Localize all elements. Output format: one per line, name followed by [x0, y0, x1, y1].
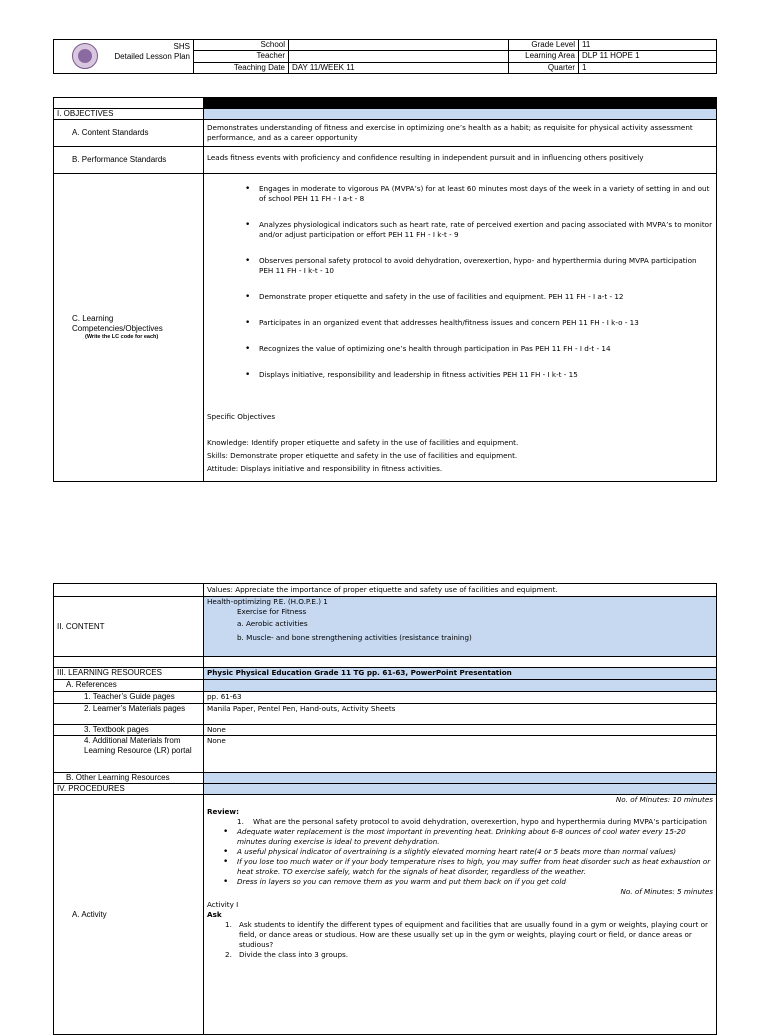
performance-standards-label: B. Performance Standards: [54, 147, 204, 174]
content-line-2: Exercise for Fitness: [237, 607, 307, 616]
competency-item: • Participates in an organized event that addresses health/fitness issues and concern PEH 11 FH - I k-o - 13: [259, 318, 713, 328]
am-label: 4. Additional Materials from Learning Resource (LR) portal: [54, 736, 204, 773]
skills-text: Demonstrate proper etiquette and safety in the use of facilities and equipment.: [227, 451, 518, 460]
minutes-5: No. of Minutes: 5 minutes: [620, 887, 713, 896]
tg-value: pp. 61-63: [204, 692, 717, 704]
procedures-label: IV. PROCEDURES: [54, 784, 204, 795]
values-label: Values:: [207, 585, 233, 594]
content-standards-label: A. Content Standards: [54, 120, 204, 147]
attitude-line: [207, 464, 713, 474]
spacer-right: [204, 657, 717, 668]
competencies-label: C. Learning Competencies/Objectives: [72, 314, 163, 333]
competencies-cell: [54, 174, 204, 482]
values-line: [204, 584, 717, 597]
other-resources-fill: [204, 773, 717, 784]
procedures-fill: [204, 784, 717, 795]
review-question-number: 1.: [237, 817, 244, 826]
review-points: [207, 827, 713, 887]
step-item: [207, 920, 713, 950]
lm-value: Manila Paper, Pentel Pen, Hand-outs, Activity Sheets: [204, 704, 717, 725]
step-text: Divide the class into 3 groups.: [239, 950, 349, 959]
content-line-3: a. Aerobic activities: [237, 619, 308, 628]
review-heading: Review:: [207, 807, 239, 816]
competency-item: • Engages in moderate to vigorous PA (MVPA’s) for at least 60 minutes most days of the week in a variety of setting in and out of school PEH 11 FH - I a-t - 8: [259, 184, 713, 204]
competency-item: • Displays initiative, responsibility and leadership in fitness activities PEH 11 FH - I k-t - 15: [259, 370, 713, 380]
am-value: None: [204, 736, 717, 773]
content-standards-text: Demonstrates understanding of fitness and exercise in optimizing one’s health as a habit; as requisite for physical activity assessment performance, and as a career opportunity: [204, 120, 717, 147]
quarter-value: 1: [579, 62, 717, 73]
shs-label: SHS: [173, 42, 190, 51]
step-number: 2.: [225, 950, 232, 959]
tb-value: None: [204, 725, 717, 736]
header-title: [114, 42, 190, 62]
objectives-table: [53, 97, 717, 482]
plan-title: Detailed Lesson Plan: [114, 52, 190, 61]
activity-label: A. Activity: [54, 795, 204, 1035]
area-value: DLP 11 HOPE 1: [579, 51, 717, 62]
skills-label: Skills:: [207, 451, 228, 460]
quarter-label: Quarter: [509, 62, 579, 73]
objectives-heading: I. OBJECTIVES: [54, 109, 204, 120]
grade-value: 11: [579, 40, 717, 51]
content-line-1: Health-optimizing P.E. (H.O.P.E.) 1: [207, 597, 328, 606]
review-point: • Dress in layers so you can remove them as you warm and put them back on if you get cold: [237, 877, 713, 887]
competency-item: • Analyzes physiological indicators such as heart rate, rate of perceived exertion and pacing associated with MVPA’s to monitor and/or adjust participation or effort PEH 11 FH - I k-t - 9: [259, 220, 713, 240]
attitude-label: Attitude:: [207, 464, 239, 473]
school-label: School: [194, 40, 289, 51]
step-text: Ask students to identify the different types of equipment and facilities that are usually found in a gym or weights, playing court or field, or dance areas or studious. How are these usually set up in the gym or weights, playing court or field, or dance areas or studious?: [239, 920, 708, 949]
skills-line: [207, 451, 713, 461]
review-question-text: What are the personal safety protocol to avoid dehydration, overexertion, hypo and hyperthermia during MVPA’s participation: [253, 817, 707, 826]
header-logo-cell: [54, 40, 194, 74]
step-item: [207, 950, 713, 960]
competency-item: • Demonstrate proper etiquette and safety in the use of facilities and equipment. PEH 11 FH - I a-t - 12: [259, 292, 713, 302]
competencies-note: (Write the LC code for each): [85, 334, 159, 340]
competency-item: • Observes personal safety protocol to avoid dehydration, overexertion, hypo- and hyperthermia during MVPA participation PEH 11 FH - I k-t - 10: [259, 256, 713, 276]
review-point: • Adequate water replacement is the most important in preventing heat. Drinking about 6-8 ounces of cool water every 15-20 minutes during exercise is ideal to prevent dehydration.: [237, 827, 713, 847]
knowledge-label: Knowledge:: [207, 438, 249, 447]
ask-heading: Ask: [207, 910, 222, 919]
other-resources-label: B. Other Learning Resources: [54, 773, 204, 784]
header-table: [53, 39, 717, 74]
content-cell: [204, 597, 717, 657]
step-number: 1.: [225, 920, 232, 929]
performance-standards-text: Leads fitness events with proficiency and confidence resulting in independent pursuit and in influencing others positively: [204, 147, 717, 174]
specific-objectives-heading: Specific Objectives: [207, 412, 276, 421]
resources-label: III. LEARNING RESOURCES: [54, 668, 204, 680]
date-value: DAY 11/WEEK 11: [289, 62, 509, 73]
date-label: Teaching Date: [194, 62, 289, 73]
resources-value: Physic Physical Education Grade 11 TG pp. 61-63, PowerPoint Presentation: [204, 668, 717, 680]
attitude-text: Displays initiative and responsibility in fitness activities.: [238, 464, 443, 473]
content-label: II. CONTENT: [54, 597, 204, 657]
minutes-10: No. of Minutes: 10 minutes: [615, 795, 713, 804]
grade-label: Grade Level: [509, 40, 579, 51]
review-point: • A useful physical indicator of overtraining is a slightly elevated morning heart rate(4 or 5 beats more than normal values): [237, 847, 713, 857]
content-table: [53, 583, 717, 1035]
tb-label: 3. Textbook pages: [54, 725, 204, 736]
review-question: [207, 817, 713, 827]
competencies-list: [207, 184, 713, 380]
tg-label: 1. Teacher’s Guide pages: [54, 692, 204, 704]
references-fill: [204, 680, 717, 692]
teacher-label: Teacher: [194, 51, 289, 62]
spacer-left: [54, 657, 204, 668]
lm-label: 2. Learner’s Materials pages: [54, 704, 204, 725]
black-header-bar: [204, 98, 717, 109]
knowledge-line: [207, 438, 713, 448]
knowledge-text: Identify proper etiquette and safety in the use of facilities and equipment.: [248, 438, 519, 447]
competency-item: • Recognizes the value of optimizing one’s health through participation in Pas PEH 11 FH - I d-t - 14: [259, 344, 713, 354]
teacher-value: [289, 51, 509, 62]
review-point: • If you lose too much water or if your body temperature rises to high, you may suffer from heat disorder such as heat exhaustion or heat stroke. TO exercise safely, watch for the signals of heat disorder, regardless of the weather.: [237, 857, 713, 877]
area-label: Learning Area: [509, 51, 579, 62]
competencies-list-cell: [204, 174, 717, 482]
content-line-4: b. Muscle- and bone strengthening activities (resistance training): [237, 633, 472, 642]
school-value: [289, 40, 509, 51]
values-left-cell: [54, 584, 204, 597]
references-label: A. References: [54, 680, 204, 692]
objectives-heading-fill: [204, 109, 717, 120]
activity-cell: [204, 795, 717, 1035]
deped-seal-icon: [72, 43, 98, 69]
values-text: Appreciate the importance of proper etiquette and safety use of facilities and equipment.: [232, 585, 558, 594]
black-header-left: [54, 98, 204, 109]
activity-title: Activity I: [207, 900, 239, 909]
